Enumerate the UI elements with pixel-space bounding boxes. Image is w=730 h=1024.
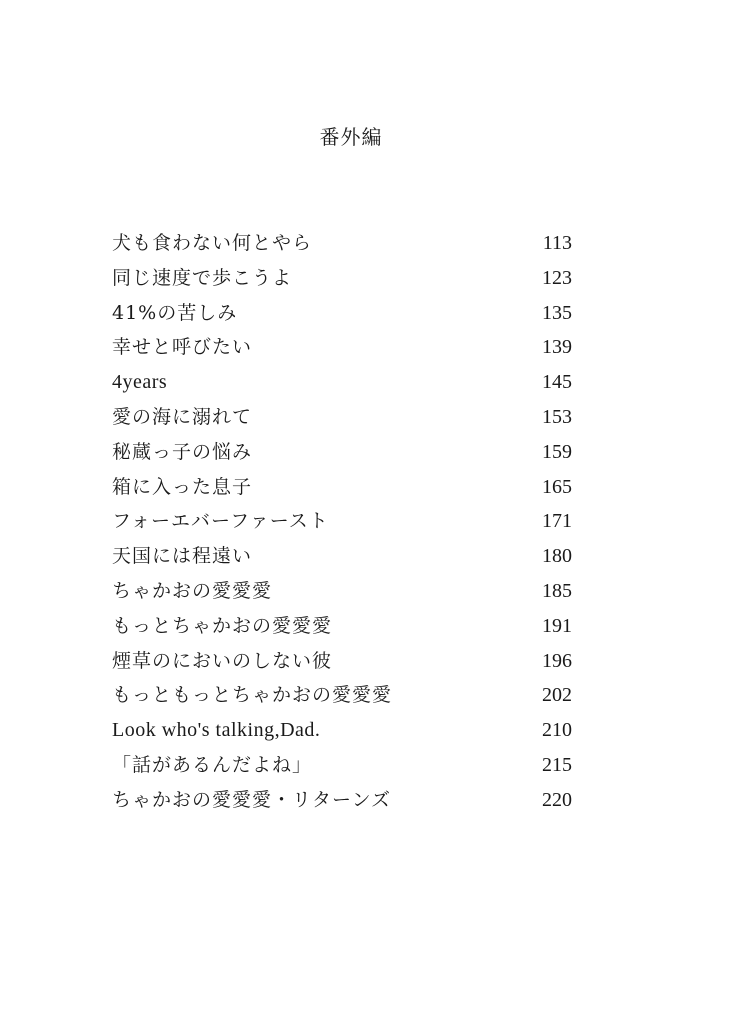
toc-entry-page: 123 xyxy=(542,266,572,289)
toc-entry-title: もっとちゃかおの愛愛愛 xyxy=(112,614,333,637)
toc-entry-title: Look who's talking,Dad. xyxy=(112,719,321,742)
table-of-contents xyxy=(112,226,572,818)
toc-entry-title: 「話があるんだよね」 xyxy=(112,753,313,776)
toc-entry-title: フォーエバーファースト xyxy=(112,510,329,533)
toc-entry-page: 210 xyxy=(542,719,572,742)
toc-entry-page: 159 xyxy=(542,440,572,463)
toc-entry-title: 犬も食わない何とやら xyxy=(112,232,313,254)
toc-entry-page: 145 xyxy=(542,371,572,394)
toc-entry-page: 196 xyxy=(542,649,572,672)
toc-entry-page: 113 xyxy=(542,232,572,254)
toc-entry xyxy=(112,470,572,505)
toc-entry-page: 165 xyxy=(542,475,572,498)
toc-entry xyxy=(112,609,572,644)
toc-entry xyxy=(112,539,572,574)
toc-entry-page: 139 xyxy=(542,336,572,359)
toc-entry-page: 215 xyxy=(542,753,572,776)
toc-entry-title: 同じ速度で歩こうよ xyxy=(112,266,293,289)
toc-entry xyxy=(112,783,572,818)
toc-entry-title: 煙草のにおいのしない彼 xyxy=(112,649,333,672)
toc-entry-title: 幸せと呼びたい xyxy=(112,336,253,359)
toc-entry xyxy=(112,574,572,609)
toc-entry-page: 171 xyxy=(542,510,572,533)
toc-entry xyxy=(112,400,572,435)
toc-entry-title: 41%の苦しみ xyxy=(112,301,238,324)
toc-entry-title: 4years xyxy=(112,371,168,394)
toc-entry xyxy=(112,748,572,783)
toc-entry-title: 天国には程遠い xyxy=(112,545,253,568)
toc-entry xyxy=(112,261,572,296)
toc-entry-title: 愛の海に溺れて xyxy=(112,405,253,428)
toc-entry xyxy=(112,330,572,365)
toc-entry xyxy=(112,296,572,331)
toc-entry-title: 秘蔵っ子の悩み xyxy=(112,440,253,463)
toc-entry-page: 180 xyxy=(542,545,572,568)
toc-entry xyxy=(112,226,572,261)
section-title: 番外編 xyxy=(319,125,383,149)
toc-entry-title: ちゃかおの愛愛愛 xyxy=(112,579,273,602)
toc-entry-page: 185 xyxy=(542,579,572,602)
toc-entry xyxy=(112,678,572,713)
toc-entry-title: 箱に入った息子 xyxy=(112,475,253,498)
toc-entry xyxy=(112,644,572,679)
toc-entry-title: もっともっとちゃかおの愛愛愛 xyxy=(112,684,393,707)
toc-entry-page: 153 xyxy=(542,405,572,428)
toc-entry-page: 135 xyxy=(542,301,572,324)
toc-entry xyxy=(112,504,572,539)
toc-entry xyxy=(112,435,572,470)
toc-entry-page: 202 xyxy=(542,684,572,707)
toc-entry xyxy=(112,713,572,748)
toc-entry-page: 220 xyxy=(542,788,572,811)
toc-entry-title: ちゃかおの愛愛愛・リターンズ xyxy=(112,788,392,811)
toc-entry-page: 191 xyxy=(542,614,572,637)
toc-entry xyxy=(112,365,572,400)
